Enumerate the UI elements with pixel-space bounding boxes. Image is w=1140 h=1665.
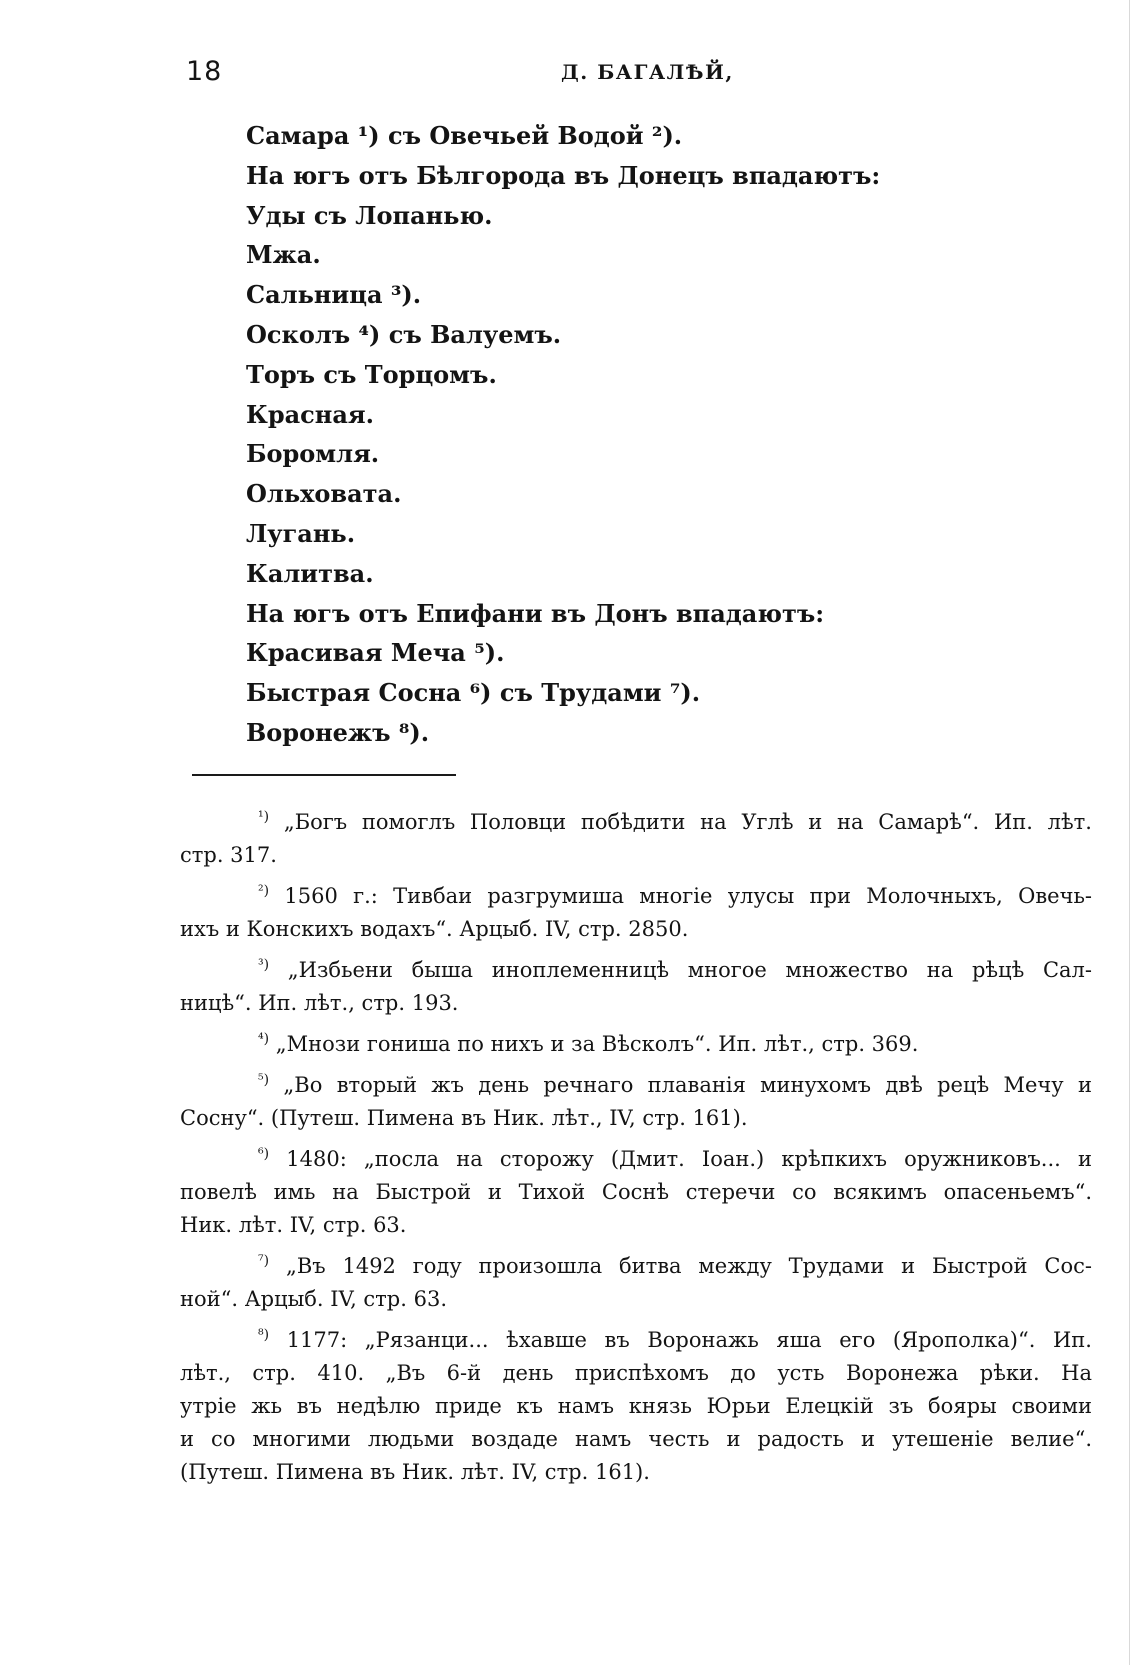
footnote-line — [180, 1324, 1092, 1357]
river-line: Торъ съ Торцомъ. — [246, 359, 497, 389]
river-list — [246, 116, 880, 753]
footnote-3 — [180, 954, 1092, 1020]
footnote-8 — [180, 1324, 1092, 1489]
footnote-text: 1560 г.: Тивбаи разгрумиша многіе улусы при Молочныхъ, Овечь- — [284, 884, 1092, 908]
footnote-line: Сосну“. (Путеш. Пимена въ Ник. лѣт., IV, стр. 161). — [180, 1106, 748, 1130]
river-line: Мжа. — [246, 240, 321, 270]
footnote-mark: ³) — [258, 957, 270, 973]
footnote-7 — [180, 1250, 1092, 1316]
footnote-line: ницѣ“. Ип. лѣт., стр. 193. — [180, 991, 459, 1015]
footnote-4 — [180, 1028, 1092, 1061]
footnote-mark: ⁸) — [258, 1327, 270, 1343]
river-line: Быстрая Сосна ⁶) съ Трудами ⁷). — [246, 678, 701, 708]
footnote-text: 1480: „посла на сторожу (Дмит. Іоан.) крѣпкихъ оружниковъ... и — [286, 1147, 1092, 1171]
footnote-line — [180, 880, 1092, 913]
river-line: Калитва. — [246, 558, 374, 588]
footnote-mark: ⁶) — [258, 1146, 270, 1162]
page-edge-line — [1129, 0, 1130, 1665]
footnote-text: „Избьени быша иноплеменницѣ многое множество на рѣцѣ Сал- — [287, 958, 1092, 982]
river-line: Уды съ Лопанью. — [246, 200, 493, 230]
footnote-mark: ¹) — [258, 809, 270, 825]
footnote-line — [180, 1143, 1092, 1176]
footnote-line: ной“. Арцыб. IV, стр. 63. — [180, 1287, 447, 1311]
river-line: Ольховата. — [246, 479, 402, 509]
footnote-line: лѣт., стр. 410. „Въ 6-й день приспѣхомъ до усть Воронежа рѣки. На — [180, 1361, 1092, 1385]
footnote-line: (Путеш. Пимена въ Ник. лѣт. IV, стр. 161). — [180, 1460, 650, 1484]
running-head: Д. БАГАЛѢЙ, — [561, 60, 734, 84]
river-line: Лугань. — [246, 518, 356, 548]
footnote-text: „Въ 1492 году произошла битва между Трудами и Быстрой Сос- — [285, 1254, 1092, 1278]
footnotes — [180, 806, 1092, 1497]
footnote-mark: ⁵) — [258, 1072, 270, 1088]
river-line: Воронежъ ⁸). — [246, 717, 430, 747]
footnote-line: и со многими людьми воздаде намъ честь и радость и утешеніе велие“. — [180, 1427, 1092, 1451]
footnote-1 — [180, 806, 1092, 872]
footnote-line — [180, 1028, 1092, 1061]
footnote-6 — [180, 1143, 1092, 1242]
footnote-line: стр. 317. — [180, 843, 277, 867]
footnote-line — [180, 1069, 1092, 1102]
river-line: Сальница ³). — [246, 280, 422, 310]
page-number: 18 — [186, 56, 223, 87]
footnote-divider — [192, 774, 456, 776]
footnote-text: „Во вторый жъ день речнаго плаванія минухомъ двѣ рецѣ Мечу и — [283, 1073, 1092, 1097]
footnote-line: повелѣ имь на Быстрой и Тихой Соснѣ стеречи со всякимъ опасеньемъ“. — [180, 1180, 1092, 1204]
footnote-mark: ⁷) — [258, 1253, 270, 1269]
footnote-line — [180, 1250, 1092, 1283]
footnote-text: 1177: „Рязанци... ѣхавше въ Воронажь яша его (Ярополка)“. Ип. — [286, 1328, 1092, 1352]
river-line: Красивая Меча ⁵). — [246, 638, 505, 668]
river-line: Самара ¹) съ Овечьей Водой ²). — [246, 121, 683, 150]
footnote-line — [180, 806, 1092, 839]
river-line: На югъ отъ Епифани въ Донъ впадаютъ: — [246, 598, 825, 628]
footnote-5 — [180, 1069, 1092, 1135]
footnote-mark: ²) — [258, 883, 270, 899]
footnote-line: Ник. лѣт. IV, стр. 63. — [180, 1213, 407, 1237]
footnote-line: утріе жь въ недѣлю приде къ намъ князь Юрьи Елецкій зъ бояры своими — [180, 1394, 1092, 1418]
river-line: Красная. — [246, 399, 374, 429]
footnote-text: „Мнози гониша по нихъ и за Вѣсколъ“. Ип. лѣт., стр. 369. — [275, 1032, 919, 1056]
footnote-text: „Богъ помоглъ Половци побѣдити на Углѣ и на Самарѣ“. Ип. лѣт. — [283, 810, 1092, 834]
river-line: Осколъ ⁴) съ Валуемъ. — [246, 319, 562, 349]
footnote-line — [180, 954, 1092, 987]
river-line: На югъ отъ Бѣлгорода въ Донецъ впадаютъ: — [246, 160, 881, 190]
river-line: Боромля. — [246, 439, 380, 469]
footnote-2 — [180, 880, 1092, 946]
footnote-mark: ⁴) — [258, 1031, 270, 1047]
footnote-line: ихъ и Конскихъ водахъ“. Арцыб. IV, стр. 2850. — [180, 917, 689, 941]
